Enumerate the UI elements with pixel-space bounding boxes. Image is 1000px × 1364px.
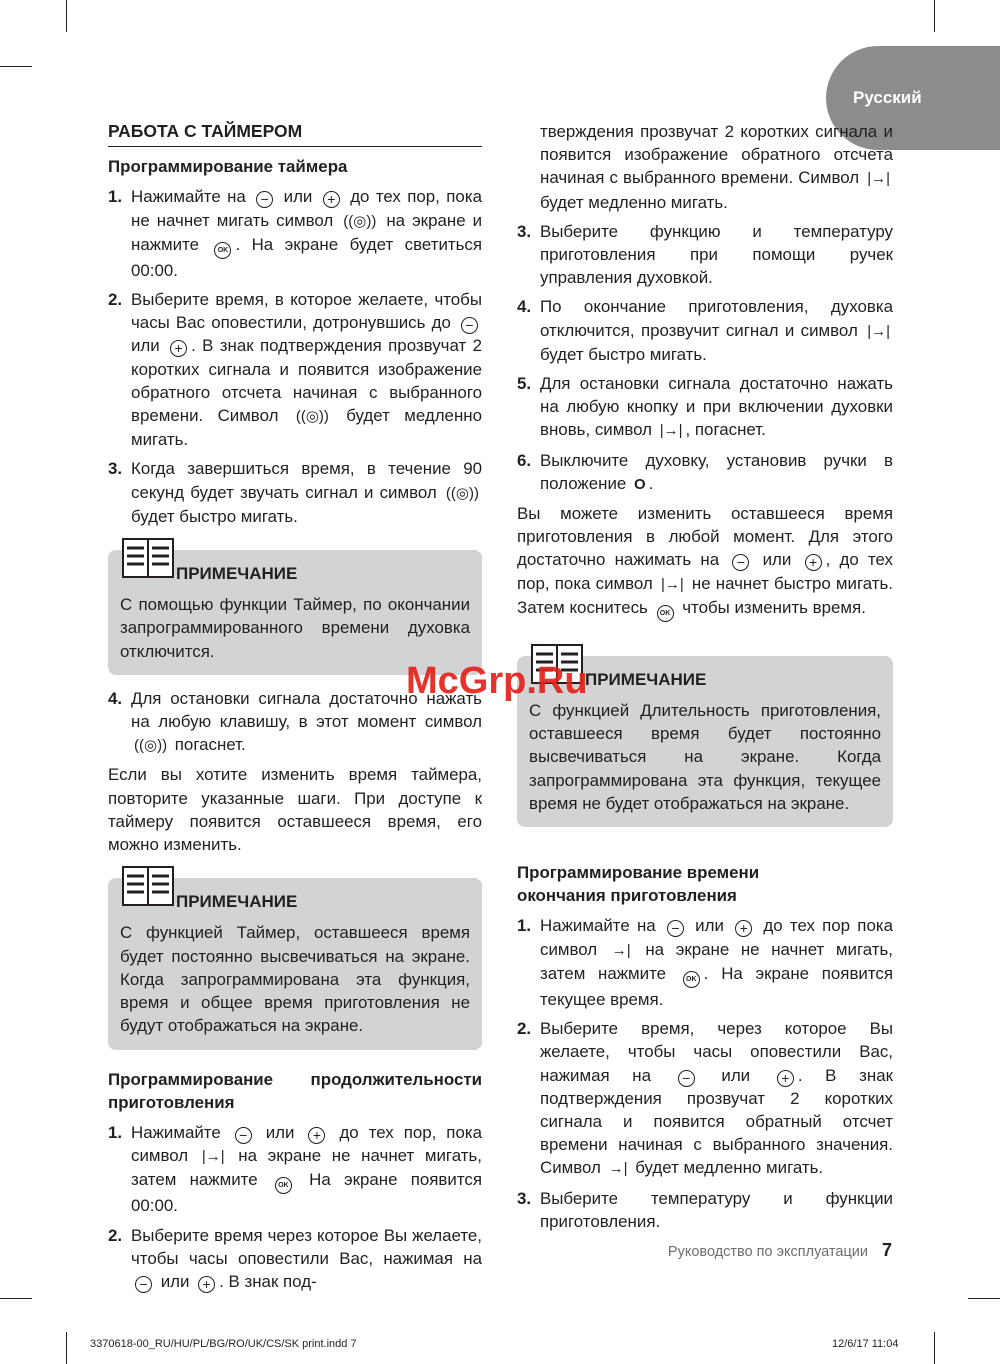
note-title: ПРИМЕЧАНИЕ [176, 892, 298, 912]
ok-icon: OK [275, 1177, 292, 1194]
minus-icon: − [678, 1070, 695, 1087]
list-item: 3. Когда завершиться время, в течение 90 секунд будет звучать сигнал и символ ((◎)) будет быстро мигать. [108, 459, 482, 526]
crop-mark [66, 0, 67, 32]
paragraph: Если вы хотите изменить время таймера, повторите указанные шаги. При доступе к таймеру появится оставшееся время, его можно изменить. [108, 765, 482, 855]
minus-icon: − [256, 191, 273, 208]
bell-icon: ((◎)) [134, 737, 168, 755]
list-item: 1. Нажимайте на − или + до тех пор пока символ →| на экране не начнет мигать, затем нажмите OK . На экране появится текущее время. [517, 916, 894, 1009]
list-item: 2. Выберите время через которое Вы желаете, чтобы часы оповестили Вас, нажимая на − или + . В знак под- [108, 1225, 482, 1292]
bell-icon: ((◎)) [295, 408, 329, 426]
ok-icon: OK [214, 242, 231, 259]
subsection-title: Программирование таймера [108, 157, 348, 177]
off-position-icon: O [633, 475, 646, 493]
list-item: 3. Выберите температуру и функции приготовления. [517, 1188, 893, 1231]
right-column: тверждения прозвучат 2 коротких сигнала и появится изображение обратного отсчета начиная с выбранного времени. Символ |→| будет медленно мигать. 3. Выберите функцию и температуру приготовления при помощи ручек управления духовкой. 4. По окончание приготовления, духовка отключится, прозвучит сигнал и символ |→| будет быстро мигать. 5. Для остановки сигнала достаточно нажать на любую кнопку и при включении духовки вновь, символ |→| , погаснет. 6. Выключите духовку, установив ручки в положение O . Вы можете изменить оставшееся время приготовления в любой момент. Для этого достаточно нажимать на − или + , до тех пор, пока символ |→| не начнет быстро мигать. Затем коснитесь OK чтобы изменить время. ПРИМЕЧАНИЕ С функцией Длительность приготовления, оставшееся время будет постоянно высвечиваться на экране. Когда запрограммирована эта функция, текущее время не будет отображаться на экране. Программирование времени окончания приготовления 1. Нажимайте на − или + до тех пор пока символ →| на экране не начнет мигать, затем нажмите OK . На экране появится текущее время. 2. Выберите время, через которое Вы желаете, чтобы часы оповестили Вас, нажимая на − или + . В знак подтверждения прозвучат 2 коротких сигнала и появится обратный отсчет времени начиная с выбранного значения. Символ →| будет медленно мигать. 3. Выберите температуру и функции приготовления. [517, 120, 893, 1239]
list-item: 1. Нажимайте − или + до тех пор, пока символ |→| на экране не начнет мигать, затем нажмите OK На экране появится 00:00. [108, 1122, 483, 1216]
page-footer [668, 1240, 892, 1261]
bell-icon: ((◎)) [445, 484, 479, 502]
duration-icon: |→| [867, 170, 890, 188]
plus-icon: + [323, 191, 340, 208]
crop-mark [934, 1332, 935, 1364]
list-item: 4. Для остановки сигнала достаточно нажать на любую клавишу, в этот момент символ ((◎)) погаснет. [108, 687, 482, 758]
minus-icon: − [461, 317, 478, 334]
crop-mark [0, 1298, 32, 1299]
ok-icon: OK [683, 971, 700, 988]
note-text: С функцией Длительность приготовления, оставшееся время будет постоянно высвечиваться на экране. Когда запрограммирована эта функция, текущее время не будет отображаться на экране. [529, 701, 881, 813]
minus-icon: − [667, 920, 684, 937]
plus-icon: + [735, 920, 752, 937]
crop-mark [934, 0, 935, 32]
note-box [108, 550, 482, 675]
plus-icon: + [170, 340, 187, 357]
plus-icon: + [308, 1127, 325, 1144]
list-item: 2. Выберите время, в которое желаете, чтобы часы Вас оповестили, дотронувшись до − или + . В знак подтверждения прозвучат 2 коротких сигнала и появится изображение обратного отсчета начиная с выбранного времени. Символ ((◎)) будет медленно мигать. [108, 290, 482, 450]
duration-icon: |→| [659, 422, 683, 440]
note-box [108, 878, 482, 1049]
print-filename: 3370618-00_RU/HU/PL/BG/RO/UK/CS/SK print.indd 7 [90, 1338, 357, 1350]
note-text: С помощью функции Таймер, по окончании запрограммированного времени духовка отключится. [120, 595, 470, 661]
bell-icon: ((◎)) [343, 212, 377, 230]
note-title: ПРИМЕЧАНИЕ [585, 669, 707, 689]
end-time-icon: →| [608, 1160, 628, 1178]
note-text: С функцией Таймер, оставшееся время будет постоянно высвечиваться на экране. Когда запрограммирована эта функция, время и общее время приготовления не будут отображаться на экране. [120, 923, 470, 1036]
end-time-icon: →| [611, 941, 631, 959]
plus-icon: + [777, 1070, 794, 1087]
watermark: McGrp.Ru [406, 660, 588, 702]
duration-icon: |→| [201, 1148, 225, 1166]
plus-icon: + [805, 554, 822, 571]
plus-icon: + [198, 1276, 215, 1293]
page-number: 7 [881, 1240, 892, 1260]
footer-label: Руководство по эксплуатации [667, 1244, 868, 1260]
paragraph: Вы можете изменить оставшееся время приготовления в любой момент. Для этого достаточно нажимать на − или + , до тех пор, пока символ |→| не начнет быстро мигать. Затем коснитесь OK чтобы изменить время. [517, 502, 893, 622]
section-title: РАБОТА С ТАЙМЕРОМ [108, 120, 482, 147]
duration-icon: |→| [660, 575, 684, 593]
ok-icon: OK [657, 605, 674, 622]
subsection-title: Программирование времени окончания приготовления [517, 863, 760, 906]
list-item: 1. Нажимайте на − или + до тех пор, пока не начнет мигать символ ((◎)) на экране и нажмите OK . На экране будет светиться 00:00. [108, 187, 483, 280]
minus-icon: − [135, 1276, 152, 1293]
book-icon [122, 538, 174, 578]
left-column [108, 120, 482, 1299]
list-item: 3. Выберите функцию и температуру приготовления при помощи ручек управления духовкой. [517, 221, 893, 288]
list-item: 4. По окончание приготовления, духовка отключится, прозвучит сигнал и символ |→| будет быстро мигать. [517, 297, 893, 364]
print-date: 12/6/17 11:04 [832, 1338, 899, 1350]
note-title: ПРИМЕЧАНИЕ [176, 564, 298, 584]
list-item: 6. Выключите духовку, установив ручки в положение O . [517, 449, 893, 496]
crop-mark [66, 1332, 67, 1364]
crop-mark [968, 1298, 1000, 1299]
book-icon [122, 866, 174, 906]
minus-icon: − [732, 554, 749, 571]
subsection-title: Программирование продолжительности приготовления [108, 1069, 482, 1112]
list-item: 2. Выберите время, через которое Вы желаете, чтобы часы оповестили Вас, нажимая на − или + . В знак подтверждения прозвучат 2 коротких сигнала и появится обратный отсчет времени начиная с выбранного значения. Символ →| будет медленно мигать. [517, 1017, 893, 1180]
minus-icon: − [235, 1127, 252, 1144]
crop-mark [0, 66, 32, 67]
duration-icon: |→| [867, 322, 890, 340]
list-item: 5. Для остановки сигнала достаточно нажать на любую кнопку и при включении духовки вновь, символ |→| , погаснет. [517, 372, 893, 443]
language-label: Русский [853, 88, 922, 107]
